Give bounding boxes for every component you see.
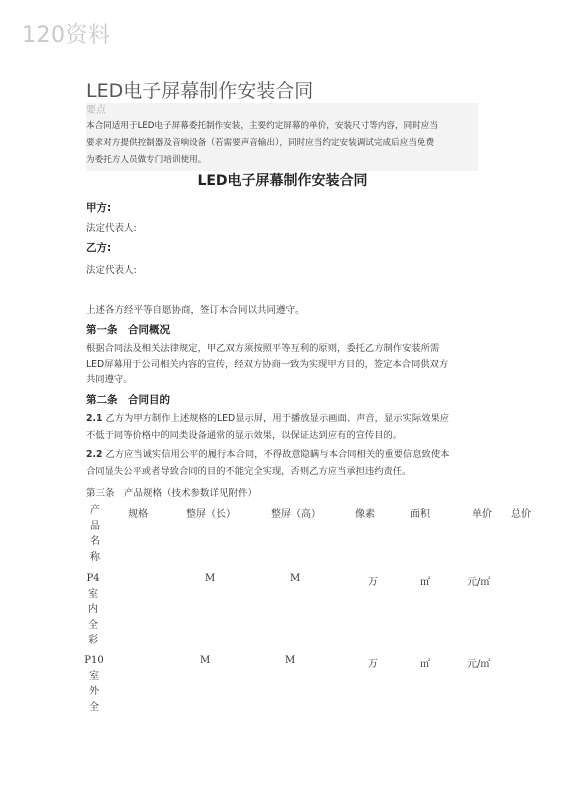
name-char: 彩 xyxy=(88,635,98,646)
header-product-name xyxy=(88,503,102,565)
party-b-representative: 法定代表人: xyxy=(86,265,137,276)
header-unit-price: 单价 xyxy=(472,509,492,520)
preamble: 上述各方经平等自愿协商，签订本合同以共同遵守。 xyxy=(86,305,305,316)
name-char: 全 xyxy=(89,701,99,713)
name-char: 内 xyxy=(88,604,98,615)
row-2-length: M xyxy=(200,655,211,666)
header-char: 名 xyxy=(90,536,100,547)
article-1-body xyxy=(86,341,481,388)
summary-line: 为委托方人员做专门培训使用。 xyxy=(86,155,207,165)
row-1-length: M xyxy=(205,573,216,584)
article-2-item-1 xyxy=(86,411,481,444)
summary-line: 本合同适用于LED电子屏幕委托制作安装，主要约定屏幕的单价，安装尺寸等内容，同时应当 xyxy=(86,121,438,131)
name-char: 室 xyxy=(89,670,99,682)
row-2-unit-price: 元/㎡ xyxy=(467,659,491,670)
article-2-heading: 第二条 合同目的 xyxy=(86,394,170,406)
row-2-product-name xyxy=(83,653,105,715)
clause-number: 2.1 xyxy=(86,413,103,424)
row-1-product-name xyxy=(83,571,103,649)
contract-title: LED电子屏幕制作安装合同 xyxy=(197,173,368,189)
row-2-pixel: 万 xyxy=(368,659,378,670)
row-1-area: ㎡ xyxy=(420,577,430,588)
summary-label: 要点 xyxy=(86,105,106,116)
name-char: 全 xyxy=(88,619,98,631)
clause-number: 2.2 xyxy=(86,449,103,460)
document-title: LED电子屏幕制作安装合同 xyxy=(86,80,314,102)
clause-line: 乙方为甲方制作上述规格的LED显示屏，用于播放显示画面、声音，显示实际效果应 xyxy=(102,413,450,424)
party-b-label: 乙方: xyxy=(86,242,112,254)
row-1-pixel: 万 xyxy=(368,577,378,588)
name-char: P4 xyxy=(86,573,100,584)
article-1-heading: 第一条 合同概况 xyxy=(86,324,170,336)
row-1-height: M xyxy=(290,573,301,584)
header-area: 面积 xyxy=(410,509,430,520)
clause-line: 合同显失公平或者导致合同的目的不能完全实现，否则乙方应当承担违约责任。 xyxy=(86,465,412,477)
article-1-line: 共同遵守。 xyxy=(86,374,133,385)
name-char: P10 xyxy=(84,655,104,666)
article-1-line: LED屏幕用于公司相关内容的宣传，经双方协商一致为实现甲方目的，签定本合同供双方 xyxy=(86,358,449,370)
header-height: 整屏（高） xyxy=(271,509,321,520)
article-1-line: 根据合同法及相关法律规定，甲乙双方须按照平等互利的原则，委托乙方制作安装所需 xyxy=(86,343,440,354)
row-1-unit-price: 元/㎡ xyxy=(467,577,491,588)
article-2-item-2 xyxy=(86,447,481,480)
name-char: 室 xyxy=(88,588,98,600)
header-length: 整屏（长） xyxy=(186,509,236,520)
summary-box xyxy=(86,103,478,171)
header-char: 品 xyxy=(90,520,100,532)
article-3-heading: 第三条 产品规格（技术参数详见附件） xyxy=(86,488,258,499)
watermark: 120资料 xyxy=(22,23,111,48)
header-char: 产 xyxy=(90,505,100,516)
clause-line: 不低于同等价格中的同类设备通常的显示效果，以保证达到应有的宣传目的。 xyxy=(86,429,403,441)
header-pixel: 像素 xyxy=(355,509,375,520)
row-2-area: ㎡ xyxy=(420,659,430,670)
header-total: 总价 xyxy=(511,509,531,520)
summary-line: 要求对方提供控制器及音响设备（若需要声音输出），同时应当约定安装调试完成后应当免费 xyxy=(86,138,435,148)
header-spec: 规格 xyxy=(128,509,148,520)
name-char: 外 xyxy=(89,686,99,697)
row-2-height: M xyxy=(285,655,296,666)
clause-line: 乙方应当诚实信用公平的履行本合同，不得故意隐瞒与本合同相关的重要信息致使本 xyxy=(102,449,450,460)
party-a-representative: 法定代表人: xyxy=(86,223,137,234)
party-a-label: 甲方: xyxy=(86,202,112,214)
header-char: 称 xyxy=(90,551,100,563)
